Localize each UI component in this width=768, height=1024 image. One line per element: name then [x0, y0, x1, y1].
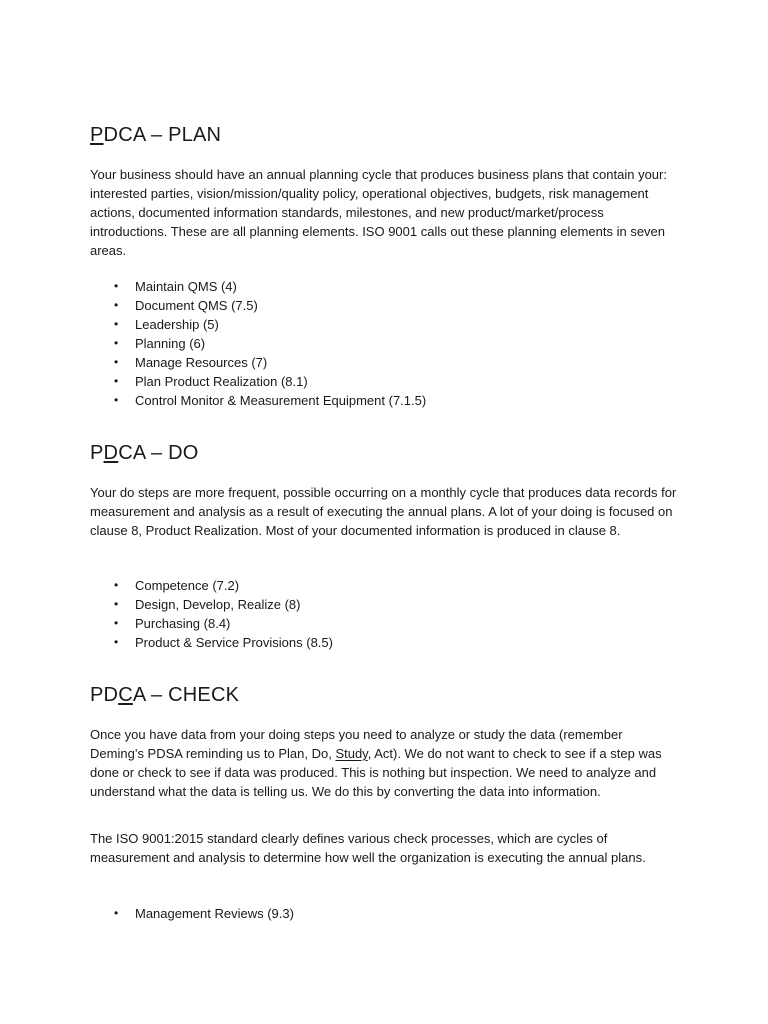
check-paragraph-1 [90, 725, 680, 801]
do-heading [90, 442, 199, 465]
do-paragraph: Your do steps are more frequent, possible occurring on a monthly cycle that produces data records for measurement and analysis as a result of executing the annual plans. A lot of your doing is focused on clause 8, Product Realization. Most of your documented information is produced in clause 8. [90, 485, 677, 538]
check-paragraph-1-start: Once you have data from your doing steps you need to analyze or study the data (remember Deming’s PDSA reminding us to Plan, Do, [90, 727, 623, 761]
do-heading-underlined-letter: D [103, 442, 119, 464]
list-item: • Leadership (5) [90, 315, 426, 334]
check-bullet-list [90, 904, 294, 923]
list-item: • Document QMS (7.5) [90, 296, 426, 315]
list-item: • Maintain QMS (4) [90, 277, 426, 296]
list-item: • Control Monitor & Measurement Equipment (7.1.5) [90, 391, 426, 410]
check-heading-underlined-letter: C [118, 684, 133, 706]
list-item: • Purchasing (8.4) [90, 614, 333, 633]
check-heading-text: A – CHECK [132, 684, 240, 706]
list-item: • Design, Develop, Realize (8) [90, 595, 333, 614]
study-underlined-word: Study [335, 746, 368, 761]
check-paragraph-1-end: , Act). We do not want to check to see if a step was done or check to see if data was produced. This is nothing but inspection. We need to analyze and understand what the data is telling us. We do this by converting the data into information. [90, 746, 662, 799]
list-item: • Planning (6) [90, 334, 426, 353]
do-heading-prefix: P [90, 442, 104, 464]
list-item: • Manage Resources (7) [90, 353, 426, 372]
do-heading-text: CA – DO [118, 442, 199, 464]
check-heading-prefix: PD [90, 684, 119, 706]
plan-bullet-list [90, 277, 426, 410]
list-item: • Management Reviews (9.3) [90, 904, 294, 923]
plan-heading-text: DCA – PLAN [103, 124, 222, 146]
do-bullet-list [90, 576, 333, 652]
list-item: • Competence (7.2) [90, 576, 333, 595]
plan-paragraph: Your business should have an annual planning cycle that produces business plans that contain your: interested parties, vision/mission/quality policy, operational objectives, budgets, risk management actions, documented information standards, milestones, and new product/market/process introductions. These are all planning elements. ISO 9001 calls out these planning elements in seven areas. [90, 167, 667, 258]
check-heading [90, 684, 239, 707]
plan-heading-underlined-letter: P [90, 124, 104, 146]
list-item: • Product & Service Provisions (8.5) [90, 633, 333, 652]
plan-heading [90, 124, 221, 147]
list-item: • Plan Product Realization (8.1) [90, 372, 426, 391]
check-paragraph-2: The ISO 9001:2015 standard clearly defines various check processes, which are cycles of measurement and analysis to determine how well the organization is executing the annual plans. [90, 831, 646, 865]
